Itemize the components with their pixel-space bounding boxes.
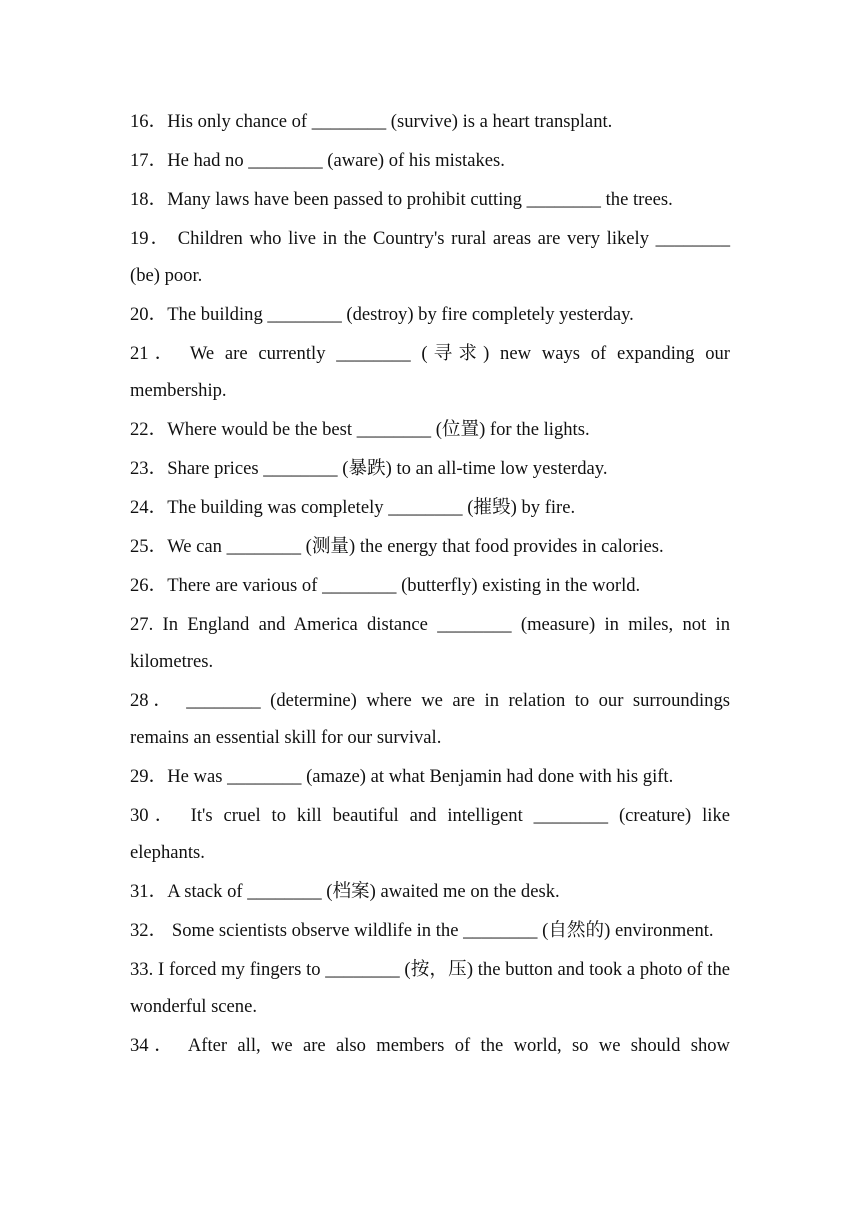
item-text: It's cruel to kill beautiful and intelligent ________ (creature) like elephants. bbox=[130, 805, 730, 863]
exercise-item-29 bbox=[130, 758, 730, 795]
item-number: 26． bbox=[130, 575, 168, 596]
exercise-item-31 bbox=[130, 873, 730, 910]
item-text: Share prices ________ (暴跌) to an all-time low yesterday. bbox=[167, 458, 608, 479]
item-text: Many laws have been passed to prohibit cutting ________ the trees. bbox=[167, 189, 673, 210]
item-text: Some scientists observe wildlife in the ________ (自然的) environment. bbox=[167, 920, 714, 941]
exercise-list bbox=[130, 103, 730, 1066]
exercise-item-18 bbox=[130, 181, 730, 218]
exercise-item-23 bbox=[130, 450, 730, 487]
exercise-item-32 bbox=[130, 912, 730, 949]
item-text: The building was completely ________ (摧毁) by fire. bbox=[167, 497, 576, 518]
item-text: ________ (determine) where we are in relation to our surroundings remains an essential skill for our survival. bbox=[130, 690, 730, 748]
exercise-item-33 bbox=[130, 951, 730, 1025]
item-number: 21． bbox=[130, 343, 180, 364]
exercise-item-24 bbox=[130, 489, 730, 526]
item-text: There are various of ________ (butterfly) existing in the world. bbox=[167, 575, 641, 596]
item-number: 28． bbox=[130, 690, 177, 711]
item-text: Where would be the best ________ (位置) for the lights. bbox=[167, 419, 590, 440]
item-number: 32． bbox=[130, 920, 168, 941]
item-number: 23． bbox=[130, 458, 168, 479]
exercise-item-26 bbox=[130, 567, 730, 604]
item-number: 19． bbox=[130, 228, 172, 249]
item-text: Children who live in the Country's rural areas are very likely ________ (be) poor. bbox=[130, 228, 730, 286]
exercise-item-16 bbox=[130, 103, 730, 140]
item-text: The building ________ (destroy) by fire completely yesterday. bbox=[167, 304, 634, 325]
item-text: After all, we are also members of the world, so we should show bbox=[178, 1035, 730, 1056]
item-number: 24． bbox=[130, 497, 168, 518]
item-text: A stack of ________ (档案) awaited me on the desk. bbox=[167, 881, 560, 902]
item-text: He was ________ (amaze) at what Benjamin had done with his gift. bbox=[167, 766, 674, 787]
exercise-item-30 bbox=[130, 797, 730, 871]
item-number: 29． bbox=[130, 766, 168, 787]
exercise-item-21 bbox=[130, 335, 730, 409]
exercise-item-19 bbox=[130, 220, 730, 294]
item-text: We are currently ________ (寻求) new ways of expanding our membership. bbox=[130, 343, 730, 401]
item-number: 17． bbox=[130, 150, 168, 171]
item-text: His only chance of ________ (survive) is a heart transplant. bbox=[167, 111, 613, 132]
exercise-item-34 bbox=[130, 1027, 730, 1064]
item-text: I forced my fingers to ________ (按，压) the button and took a photo of the wonderful scene. bbox=[130, 959, 730, 1017]
exercise-item-20 bbox=[130, 296, 730, 333]
item-number: 34． bbox=[130, 1035, 179, 1056]
item-text: He had no ________ (aware) of his mistakes. bbox=[167, 150, 505, 171]
item-number: 25． bbox=[130, 536, 168, 557]
exercise-item-25 bbox=[130, 528, 730, 565]
item-number: 31． bbox=[130, 881, 168, 902]
item-number: 30． bbox=[130, 805, 180, 826]
item-number: 22． bbox=[130, 419, 168, 440]
item-text: In England and America distance ________ (measure) in miles, not in kilometres. bbox=[130, 614, 730, 672]
item-number: 33. bbox=[130, 959, 154, 980]
item-number: 18． bbox=[130, 189, 168, 210]
exercise-item-28 bbox=[130, 682, 730, 756]
exercise-item-27 bbox=[130, 606, 730, 680]
item-number: 27. bbox=[130, 614, 154, 635]
item-number: 20． bbox=[130, 304, 168, 325]
exercise-item-22 bbox=[130, 411, 730, 448]
item-number: 16． bbox=[130, 111, 168, 132]
exercise-item-17 bbox=[130, 142, 730, 179]
item-text: We can ________ (测量) the energy that food provides in calories. bbox=[167, 536, 664, 557]
